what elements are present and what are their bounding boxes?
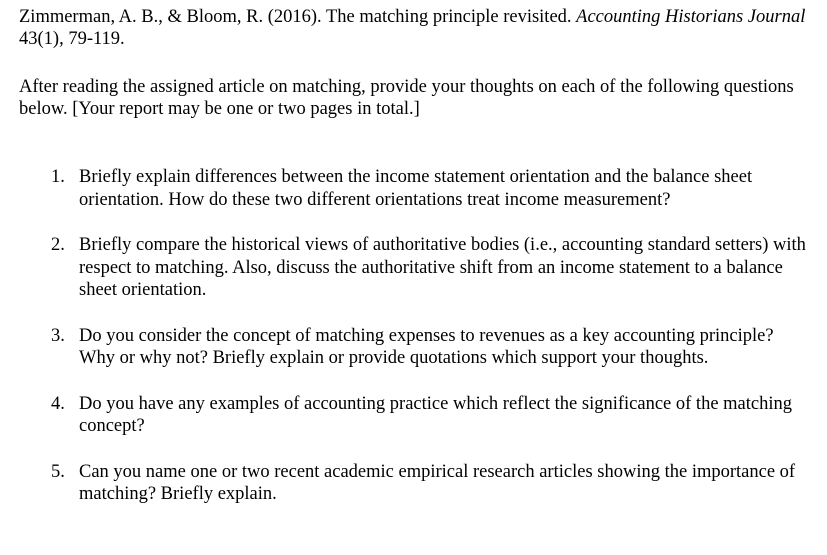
question-number: 4. xyxy=(51,393,65,414)
question-text: Can you name one or two recent academic empirical research articles showing the importance of matching? Briefly explain. xyxy=(79,461,796,504)
question-list xyxy=(19,166,809,506)
instructions-paragraph: After reading the assigned article on matching, provide your thoughts on each of the following questions below. [Your report may be one or two pages in total.] xyxy=(19,77,794,119)
question-number: 5. xyxy=(51,461,65,482)
citation xyxy=(19,6,809,50)
question-item-2 xyxy=(19,234,809,302)
citation-authors-year: Zimmerman, A. B., & Bloom, R. (2016). xyxy=(19,7,326,27)
question-number: 1. xyxy=(51,167,65,187)
question-text: Briefly compare the historical views of authoritative bodies (i.e., accounting standard setters) with respect to matching. Also, discuss the authoritative shift from an income statement to a balance sheet orientation. xyxy=(79,235,806,300)
citation-volume-pages: 43(1), 79-119. xyxy=(19,29,125,49)
document-page xyxy=(19,6,809,506)
question-item-1 xyxy=(19,166,809,211)
question-item-5 xyxy=(19,461,809,506)
question-text: Briefly explain differences between the income statement orientation and the balance sheet orientation. How do these two different orientations treat income measurement? xyxy=(79,167,753,210)
question-item-4 xyxy=(19,393,809,438)
question-number: 3. xyxy=(51,325,65,346)
citation-title: The matching principle revisited. xyxy=(325,7,577,27)
question-item-3 xyxy=(19,325,809,370)
question-text: Do you consider the concept of matching expenses to revenues as a key accounting principle? Why or why not? Briefly explain or provide quotations which support your thoughts. xyxy=(79,325,774,368)
question-number: 2. xyxy=(51,235,65,255)
question-text: Do you have any examples of accounting practice which reflect the significance of the matching concept? xyxy=(79,393,792,436)
citation-journal: Accounting Historians Journal xyxy=(576,7,806,27)
